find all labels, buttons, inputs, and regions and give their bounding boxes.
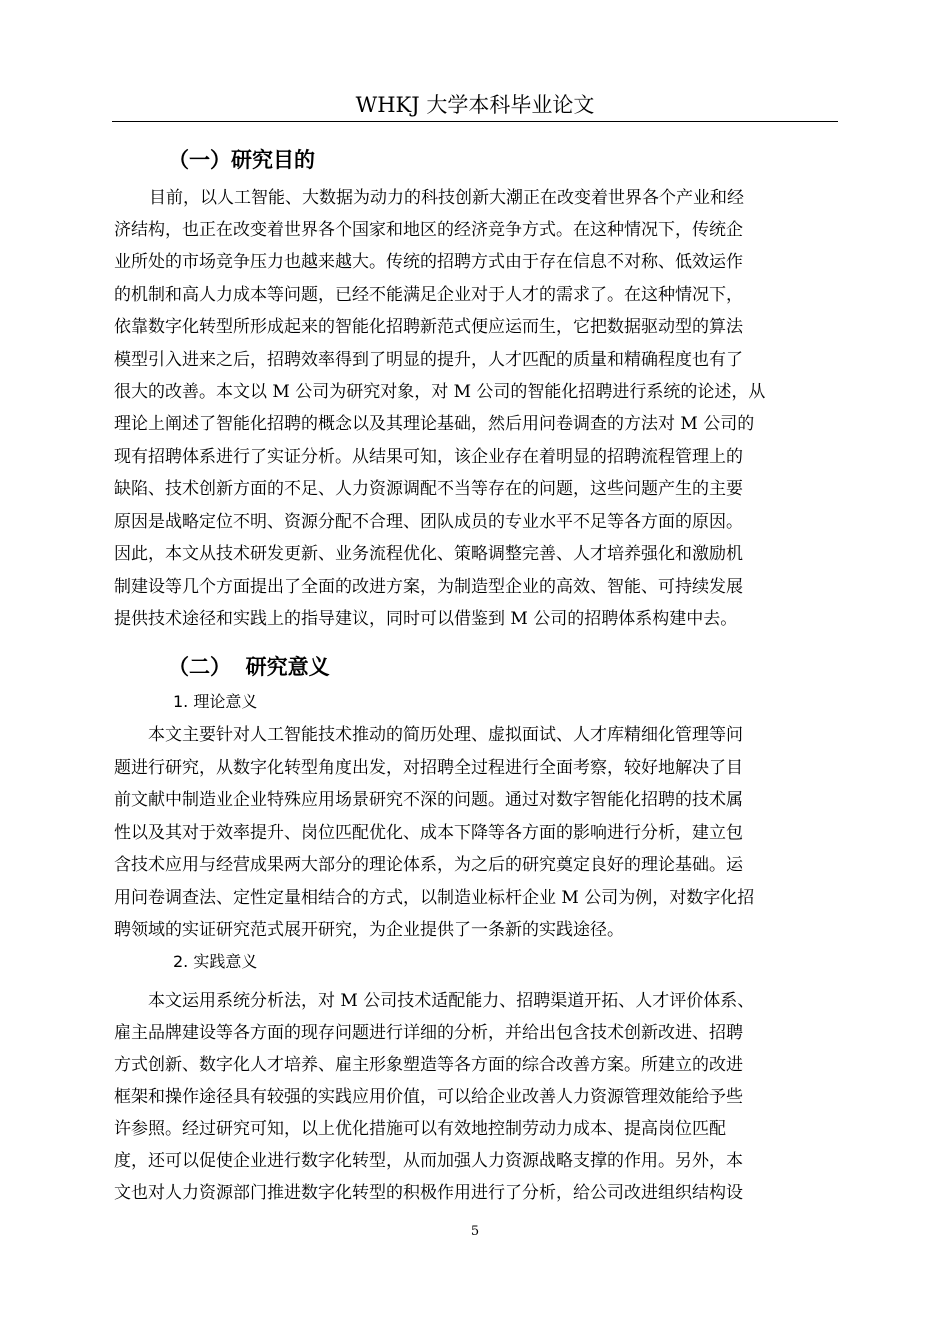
subsection-heading-practice: 2. 实践意义 [173, 952, 258, 971]
page-number: 5 [470, 1224, 480, 1239]
section-heading-purpose: （一）研究目的 [168, 148, 315, 172]
paragraph-line: 依靠数字化转型所形成起来的智能化招聘新范式便应运而生，它把数据驱动型的算法 [114, 317, 743, 337]
paragraph-line: 度，还可以促使企业进行数字化转型，从而加强人力资源战略支撑的作用。另外，本 [114, 1151, 743, 1171]
paragraph-line: 目前，以人工智能、大数据为动力的科技创新大潮正在改变着世界各个产业和经 [149, 188, 744, 208]
paragraph-line: 模型引入进来之后，招聘效率得到了明显的提升，人才匹配的质量和精确程度也有了 [114, 350, 743, 370]
paragraph-line: 提供技术途径和实践上的指导建议，同时可以借鉴到 M 公司的招聘体系构建中去。 [114, 609, 738, 629]
paragraph-line: 方式创新、数字化人才培养、雇主形象塑造等各方面的综合改善方案。所建立的改进 [114, 1055, 743, 1075]
paragraph-line: 因此，本文从技术研发更新、业务流程优化、策略调整完善、人才培养强化和激励机 [114, 544, 743, 564]
paragraph-line: 现有招聘体系进行了实证分析。从结果可知，该企业存在着明显的招聘流程管理上的 [114, 447, 743, 467]
paragraph-line: 很大的改善。本文以 M 公司为研究对象，对 M 公司的智能化招聘进行系统的论述，从 [114, 382, 766, 402]
paragraph-line: 制建设等几个方面提出了全面的改进方案，为制造型企业的高效、智能、可持续发展 [114, 577, 743, 597]
paragraph-line: 本文运用系统分析法，对 M 公司技术适配能力、招聘渠道开拓、人才评价体系、 [148, 991, 755, 1011]
paragraph-line: 题进行研究，从数字化转型角度出发，对招聘全过程进行全面考察，较好地解决了目 [114, 758, 743, 778]
paragraph-line: 济结构，也正在改变着世界各个国家和地区的经济竞争方式。在这种情况下，传统企 [114, 220, 743, 240]
paragraph-line: 本文主要针对人工智能技术推动的简历处理、虚拟面试、人才库精细化管理等问 [148, 725, 743, 745]
paragraph-line: 原因是战略定位不明、资源分配不合理、团队成员的专业水平不足等各方面的原因。 [114, 512, 743, 532]
paragraph-line: 前文献中制造业企业特殊应用场景研究不深的问题。通过对数字智能化招聘的技术属 [114, 790, 743, 810]
section-heading-significance: （二） 研究意义 [168, 655, 330, 679]
paragraph-line: 理论上阐述了智能化招聘的概念以及其理论基础，然后用问卷调查的方法对 M 公司的 [114, 414, 755, 434]
paragraph-line: 业所处的市场竞争压力也越来越大。传统的招聘方式由于存在信息不对称、低效运作 [114, 252, 743, 272]
paragraph-line: 用问卷调查法、定性定量相结合的方式，以制造业标杆企业 M 公司为例，对数字化招 [114, 888, 755, 908]
paragraph-line: 聘领域的实证研究范式展开研究，为企业提供了一条新的实践途径。 [114, 920, 624, 940]
running-header: WHKJ 大学本科毕业论文 [355, 93, 595, 117]
paragraph-line: 文也对人力资源部门推进数字化转型的积极作用进行了分析，给公司改进组织结构设 [114, 1183, 743, 1203]
paragraph-line: 框架和操作途径具有较强的实践应用价值，可以给企业改善人力资源管理效能给予些 [114, 1087, 743, 1107]
header-rule [112, 121, 838, 122]
paragraph-line: 的机制和高人力成本等问题，已经不能满足企业对于人才的需求了。在这种情况下， [114, 285, 743, 305]
paragraph-line: 含技术应用与经营成果两大部分的理论体系，为之后的研究奠定良好的理论基础。运 [114, 855, 743, 875]
paragraph-line: 许参照。经过研究可知，以上优化措施可以有效地控制劳动力成本、提高岗位匹配 [114, 1119, 726, 1139]
paragraph-line: 雇主品牌建设等各方面的现存问题进行详细的分析，并给出包含技术创新改进、招聘 [114, 1023, 743, 1043]
paragraph-line: 缺陷、技术创新方面的不足、人力资源调配不当等存在的问题，这些问题产生的主要 [114, 479, 743, 499]
subsection-heading-theory: 1. 理论意义 [173, 692, 258, 711]
paragraph-line: 性以及其对于效率提升、岗位匹配优化、成本下降等各方面的影响进行分析，建立包 [114, 823, 743, 843]
